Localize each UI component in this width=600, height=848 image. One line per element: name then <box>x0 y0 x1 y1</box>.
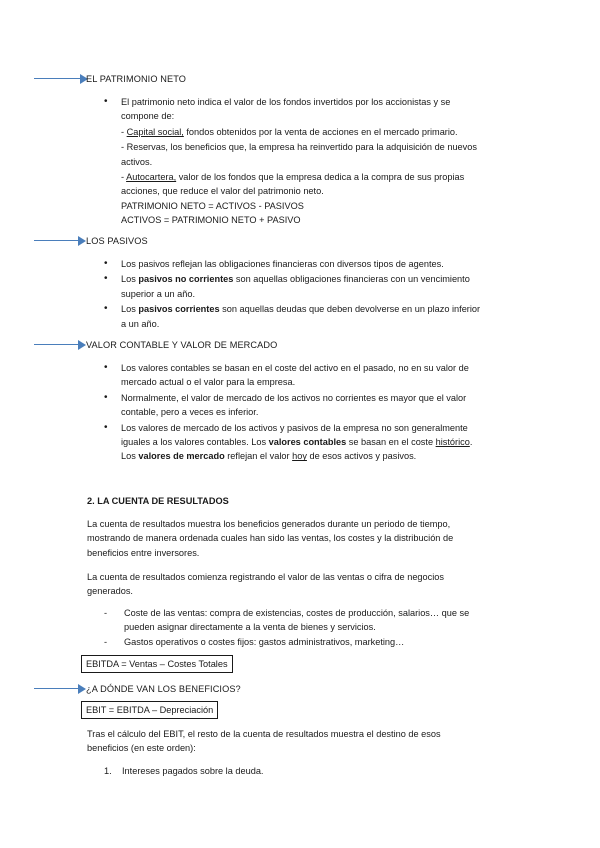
list-item: • Los valores de mercado de los activos y pasivos de la empresa no son generalmente iguales a los valores contables. Los valores contables se basan en el coste histórico. Los valores de mercado reflejan el valor hoy de esos activos y pasivos. <box>104 421 524 464</box>
dash-list <box>104 606 524 649</box>
formula-activos: ACTIVOS = PATRIMONIO NETO + PASIVO <box>121 215 301 226</box>
list-item: - Gastos operativos o costes fijos: gastos administrativos, marketing… <box>104 636 405 647</box>
arrow-icon <box>34 74 88 84</box>
arrow-icon <box>34 684 88 694</box>
term-autocartera: Autocartera, <box>126 172 177 183</box>
list-item: • Normalmente, el valor de mercado de los activos no corrientes es mayor que el valor contable, pero a veces es inferior. <box>104 391 524 420</box>
list-item: • Los pasivos reflejan las obligaciones financieras con diversos tipos de agentes. <box>104 257 524 271</box>
formula-box-ebit: EBIT = EBITDA – Depreciación <box>81 701 218 719</box>
ordered-list <box>104 764 524 778</box>
heading-beneficios: ¿A DÓNDE VAN LOS BENEFICIOS? <box>86 684 241 694</box>
formula-patrimonio: PATRIMONIO NETO = ACTIVOS - PASIVOS <box>121 200 304 211</box>
heading-cuenta-resultados: 2. LA CUENTA DE RESULTADOS <box>87 496 229 506</box>
list-item: 1. Intereses pagados sobre la deuda. <box>104 766 264 776</box>
valor-list <box>104 361 524 464</box>
heading-patrimonio-neto: EL PATRIMONIO NETO <box>86 74 186 84</box>
arrow-icon <box>34 236 88 246</box>
list-item: • Los pasivos corrientes son aquellas deudas que deben devolverse en un plazo inferior a un año. <box>104 302 524 331</box>
list-item: • Los pasivos no corrientes son aquellas obligaciones financieras con un vencimiento superior a un año. <box>104 272 524 301</box>
list-item: - Coste de las ventas: compra de existencias, costes de producción, salarios… que se pueden asignar directamente a la venta de bienes y servicios. <box>104 608 470 633</box>
paragraph-ebit: Tras el cálculo del EBIT, el resto de la cuenta de resultados muestra el destino de esos beneficios (en este orden): <box>87 729 441 754</box>
pasivos-list <box>104 257 524 331</box>
paragraph-cuenta-intro: La cuenta de resultados muestra los beneficios generados durante un periodo de tiempo, mostrando de manera ordenada cuales han sido las ventas, los costes y la distribución de beneficios entre inversores. <box>87 519 454 558</box>
patrimonio-list <box>104 95 524 228</box>
formula-box-ebitda: EBITDA = Ventas – Costes Totales <box>81 655 233 673</box>
list-item: • El patrimonio neto indica el valor de los fondos invertidos por los accionistas y se compone de: - Capital social, fondos obtenidos por la venta de acciones en el mercado primario. - Reservas, los beneficios que, la empresa ha reinvertido para la adquisición de nuevos activos. - Autocartera, valor de los fondos que la empresa dedica a la compra de sus propias acciones, que reduce el valor del patrimonio neto. PATRIMONIO NETO = ACTIVOS - PASIVOS ACTIVOS = PATRIMONIO NETO + PASIVO <box>104 95 524 228</box>
list-item: • Los valores contables se basan en el coste del activo en el pasado, no en su valor de mercado actual o el valor para la empresa. <box>104 361 524 390</box>
term-capital-social: Capital social, <box>126 126 184 137</box>
arrow-icon <box>34 340 88 350</box>
heading-valor-contable: VALOR CONTABLE Y VALOR DE MERCADO <box>86 340 278 350</box>
paragraph-cuenta-ventas: La cuenta de resultados comienza registrando el valor de las ventas o cifra de negocios generados. <box>87 572 444 597</box>
heading-pasivos: LOS PASIVOS <box>86 236 148 246</box>
